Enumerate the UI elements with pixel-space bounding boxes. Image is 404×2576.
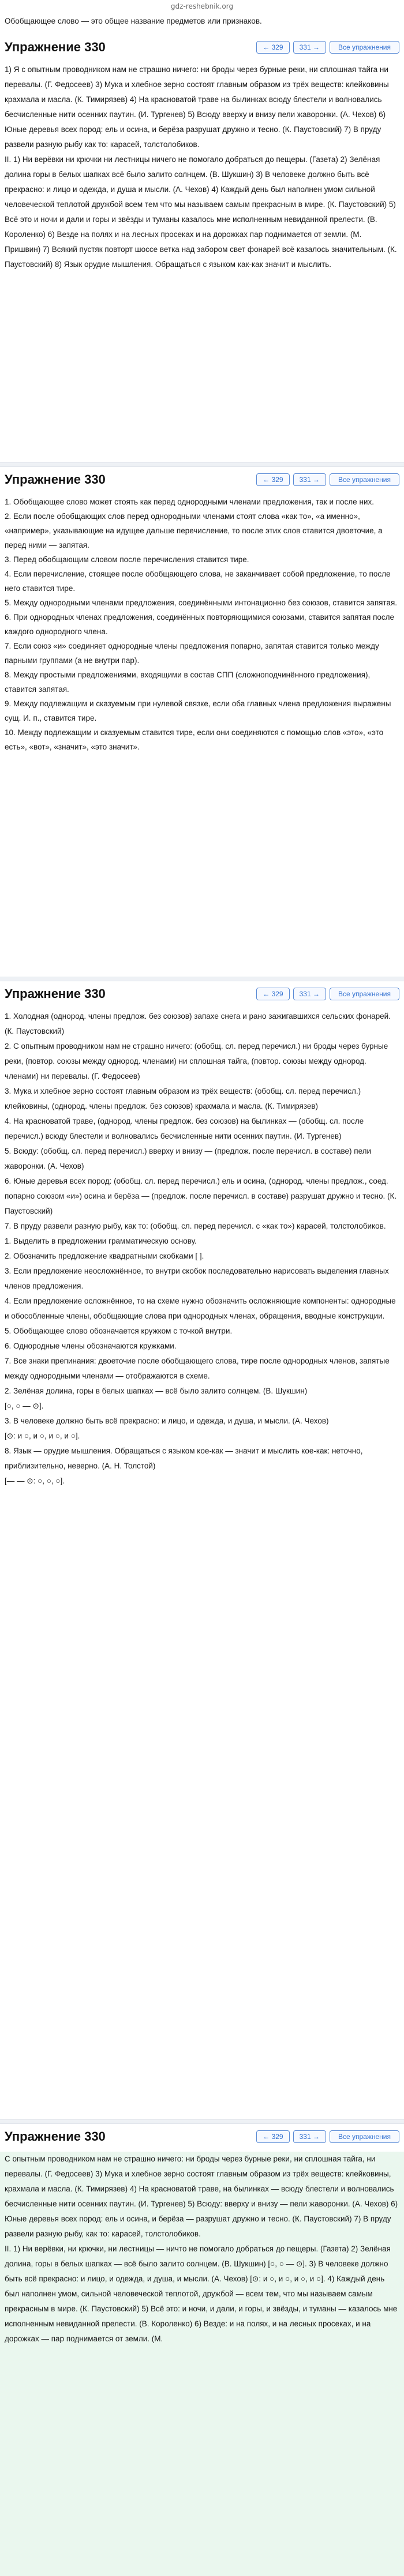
prev-label: 329 [271, 990, 283, 998]
pager [256, 2130, 399, 2143]
divider [0, 462, 404, 467]
answer-line: 1. Холодная (однород. члены предлож. без союзов) запахе снега и рано зажигавшихся сельских фонарей. (К. Паустовский) [5, 1012, 391, 1035]
chevron-left-icon: ← [263, 2133, 270, 2141]
scheme-line: [⊙: и ○, и ○, и ○, и ○]. [5, 1432, 80, 1440]
answer-line: 2. С опытным проводником нам не страшно ничего: (обобщ. сл. перед перечисл.) ни броды через бурные реки, (повтор. союзы между однород. членами) ни сплошная тайга, (повтор. союзы между однород. членами) ни перевалы. (Г. Федосеев) [5, 1042, 388, 1080]
answer-line: 3. Если предложение неосложнённое, то внутри скобок последовательно нарисовать выделения главных членов предложения. [5, 1267, 389, 1290]
answer-line: 5. Обобщающее слово обозначается кружком с точкой внутри. [5, 1327, 233, 1335]
divider [0, 2119, 404, 2124]
exercise-header [5, 36, 399, 59]
next-label: 331 [299, 2133, 311, 2141]
exercise-title: Упражнение 330 [5, 472, 106, 487]
rule-item: 1. Обобщающее слово может стоять как перед однородными членами предложения, так и после них. [5, 498, 374, 506]
answer-line: 8. Язык — орудие мышления. Обращаться с языком кое-как — значит и мыслить кое-как: неточно, приблизительно, неверно. (А. Н. Толстой) [5, 1447, 363, 1470]
exercise-title: Упражнение 330 [5, 2129, 106, 2144]
section4-body [0, 2152, 404, 2576]
answer-line: 7. В пруду развели разную рыбу, как то: (обобщ. сл. перед перечисл. с «как то») карасей, толстолобиков. [5, 1222, 386, 1230]
rule-item: 3. Перед обобщающим словом после перечисления ставится тире. [5, 555, 249, 564]
rule-item: 4. Если перечисление, стоящее после обобщающего слова, не заканчивает собой предложение, то после него ставится тире. [5, 570, 391, 593]
answer-line: 7. Все знаки препинания: двоеточие после обобщающего слова, тире после однородных членов, запятые между однородными членами — отображаются в схеме. [5, 1357, 390, 1380]
answer-line: 6. Однородные члены обозначаются кружками. [5, 1342, 177, 1350]
exercise-header [5, 468, 399, 491]
rule-item: 7. Если союз «и» соединяет однородные члены предложения попарно, запятая ставится только между парными группами (а не внутри пар). [5, 642, 379, 665]
next-label: 331 [299, 43, 311, 51]
chevron-left-icon: ← [263, 43, 270, 51]
section2-header [0, 468, 404, 491]
top-watermark: gdz-reshebnik.org [170, 2, 234, 10]
exercise-header [5, 2125, 399, 2148]
rule-item: 6. При однородных членах предложения, соединённых повторяющимися союзами, ставится запятая после каждого однородного члена. [5, 613, 395, 636]
rule-item: 10. Между подлежащим и сказуемым ставится тире, если они соединяются с помощью слов «это», «это есть», «вот», «значит», «это значит». [5, 728, 384, 751]
pager [256, 473, 399, 486]
section3-body [0, 1009, 404, 2116]
next-button[interactable] [293, 988, 326, 1000]
chevron-right-icon: → [312, 43, 320, 51]
next-button[interactable] [293, 2130, 326, 2143]
answer-line: 1. Выделить в предложении грамматическую основу. [5, 1237, 197, 1245]
rule-item: 9. Между подлежащим и сказуемым при нулевой связке, если оба главных члена предложения выражены сущ. И. п., ставится тире. [5, 699, 391, 722]
task-paragraph: 1) Я с опытным проводником нам не страшно ничего: ни броды через бурные реки, ни сплошная тайга ни перевалы. (Г. Федосеев) 3) Мука и хлебное зерно состоят главным образом из трёх веществ: клейковины крахмала и масла. (К. Тимирязев) 4) На красноватой траве на былинках всюду блестели и волновались бесчисленные нити осенних паутин. (И. Тургенев) 5) Всюду вверху и внизу пели жаворонки. (А. Чехов) 6) Юные деревья всех пород: ель и осина, и берёза разрушат дружно и тесно. (К. Паустовский) 7) В пруду развели разную рыбу как то: карасей, толстолобиков. [5, 65, 389, 149]
section1-body [0, 62, 404, 460]
next-label: 331 [299, 476, 311, 484]
answer-paragraph: С опытным проводником нам не страшно ничего: ни броды через бурные реки, ни сплошная тайга, ни перевалы. (Г. Федосеев) 3) Мука и хлебное зерно состоят главным образом из трёх веществ: клейковины, крахмала и масла. (К. Тимирязев) 4) На красноватой траве, на былинках — всюду блестели и волновались бесчисленные нити осенних паутин. (И. Тургенев) 5) Всюду: вверху и внизу — пели жаворонки. (А. Чехов) 6) Юные деревья всех пород: ель и осина, и берёза — разрушат дружно и тесно. (К. Паустовский) 7) В пруду развели разную рыбу, как то: карасей, толстолобиков. [5, 2155, 398, 2238]
prev-button[interactable] [256, 2130, 289, 2143]
answer-line: 3. Мука и хлебное зерно состоят главным образом из трёх веществ: (обобщ. сл. перед перечисл.) клейковины, (однород. члены предлож. без союзов) крахмала и масла. (К. Тимирязев) [5, 1087, 361, 1110]
pager [256, 988, 399, 1000]
all-exercises-button[interactable]: Все упражнения [330, 2130, 399, 2143]
section4-header [0, 2125, 404, 2148]
chevron-left-icon: ← [263, 476, 270, 484]
next-button[interactable] [293, 41, 326, 54]
next-button[interactable] [293, 473, 326, 486]
next-label: 331 [299, 990, 311, 998]
chevron-right-icon: → [312, 990, 320, 998]
prev-label: 329 [271, 43, 283, 51]
task-paragraph: II. 1) Ни верёвки ни крючки ни лестницы ничего не помогало добраться до пещеры. (Газета) 2) Зелёная долина горы в белых шапках всё было залито солнцем. (В. Шукшин) 3) В человеке должно быть всё прекрасно: и лицо и одежда, и душа и мысли. (А. Чехов) 4) Каждый день был наполнен умом сильной человеческой теплотой дружбой всем тем что мы называем самым прекрасным в мире. (К. Паустовский) 5) Всё это и ночи и дали и горы и звёзды и туманы казалось мне исполненным невиданной прелести. (В. Короленко) 6) Везде на полях и на лесных просеках и на дорожках пар поднимается от земли. (М. Пришвин) 7) Всякий пустяк повторт шоссе ветка над забором свет фонарей всё казалось значительным. (К. Паустовский) 8) Язык орудие мышления. Обращаться с языком как-как значит и мыслить. [5, 155, 397, 269]
exercise-title: Упражнение 330 [5, 40, 106, 54]
all-exercises-button[interactable]: Все упражнения [330, 473, 399, 486]
chevron-right-icon: → [312, 2133, 320, 2141]
answer-line: 4. Если предложение осложнённое, то на схеме нужно обозначить осложняющие компоненты: однородные и обособленные члены, обобщающие слова при однородных членах, обращения, вводные конструкции. [5, 1297, 396, 1320]
rule-item: 5. Между однородными членами предложения, соединёнными интонационно без союзов, ставится запятая. [5, 598, 398, 607]
exercise-header [5, 982, 399, 1005]
scheme-line: [○, ○ — ⊙]. [5, 1402, 44, 1410]
all-exercises-button[interactable]: Все упражнения [330, 988, 399, 1000]
answer-line: 6. Юные деревья всех пород: (обобщ. сл. перед перечисл.) ель и осина, (однород. члены предлож., соед. попарно союзом «и») осина и берёза — (предлож. после перечисл. в составе) разрушат дружно и тесно. (К. Паустовский) [5, 1177, 397, 1215]
intro-text: Обобщающее слово — это общее название предметов или признаков. [5, 17, 262, 25]
prev-label: 329 [271, 2133, 283, 2141]
prev-button[interactable] [256, 473, 289, 486]
intro-block [0, 14, 404, 31]
rule-item: 2. Если после обобщающих слов перед однородными членами стоят слова «как то», «а именно», «например», указывающие на идущее дальше перечисление, то после этих слов ставится двоеточие, а перед ними — запятая. [5, 512, 383, 549]
all-exercises-button[interactable]: Все упражнения [330, 41, 399, 54]
scheme-line: [— — ⊙: ○, ○, ○]. [5, 1477, 65, 1485]
section3-header [0, 982, 404, 1005]
answer-paragraph: II. 1) Ни верёвки, ни крючки, ни лестницы — ничто не помогало добраться до пещеры. (Газета) 2) Зелёная долина, горы в белых шапках — всё было залито солнцем. (В. Шукшин) [○, ○ — ⊙]. 3) В человеке должно быть всё прекрасно: и лицо, и одежда, и душа, и мысли. (А. Чехов) [⊙: и ○, и ○, и ○, и ○]. 4) Каждый день был наполнен умом, сильной человеческой теплотой, дружбой — всем тем, что мы называем самым прекрасным в мире. (К. Паустовский) 5) Всё это: и ночи, и дали, и горы, и звёзды, и туманы — казалось мне исполненным невиданной прелести. (В. Короленко) 6) Везде: и на полях, и на лесных просеках, и на дорожках — пар поднимается от земли. (М. [5, 2244, 398, 2343]
exercise-title: Упражнение 330 [5, 986, 106, 1001]
rule-item: 8. Между простыми предложениями, входящими в состав СПП (сложноподчинённого предложения), ставится запятая. [5, 671, 371, 694]
divider [0, 977, 404, 981]
answer-line: 5. Всюду: (обобщ. сл. перед перечисл.) вверху и внизу — (предлож. после перечисл. в составе) пели жаворонки. (А. Чехов) [5, 1147, 372, 1170]
section1-header [0, 36, 404, 59]
chevron-left-icon: ← [263, 990, 270, 998]
prev-button[interactable] [256, 988, 289, 1000]
answer-line: 2. Обозначить предложение квадратными скобками [ ]. [5, 1252, 204, 1260]
answer-line: 4. На красноватой траве, (однород. члены предлож. без союзов) на былинках — (обобщ. сл. после перечисл.) всюду блестели и волновались бесчисленные нити осенних паутин. (И. Тургенев) [5, 1117, 364, 1140]
section2-body [0, 495, 404, 973]
prev-button[interactable] [256, 41, 289, 54]
chevron-right-icon: → [312, 476, 320, 484]
pager [256, 41, 399, 54]
prev-label: 329 [271, 476, 283, 484]
answer-line: 3. В человеке должно быть всё прекрасно: и лицо, и одежда, и душа, и мысли. (А. Чехов) [5, 1417, 329, 1425]
answer-line: 2. Зелёная долина, горы в белых шапках — всё было залито солнцем. (В. Шукшин) [5, 1387, 308, 1395]
